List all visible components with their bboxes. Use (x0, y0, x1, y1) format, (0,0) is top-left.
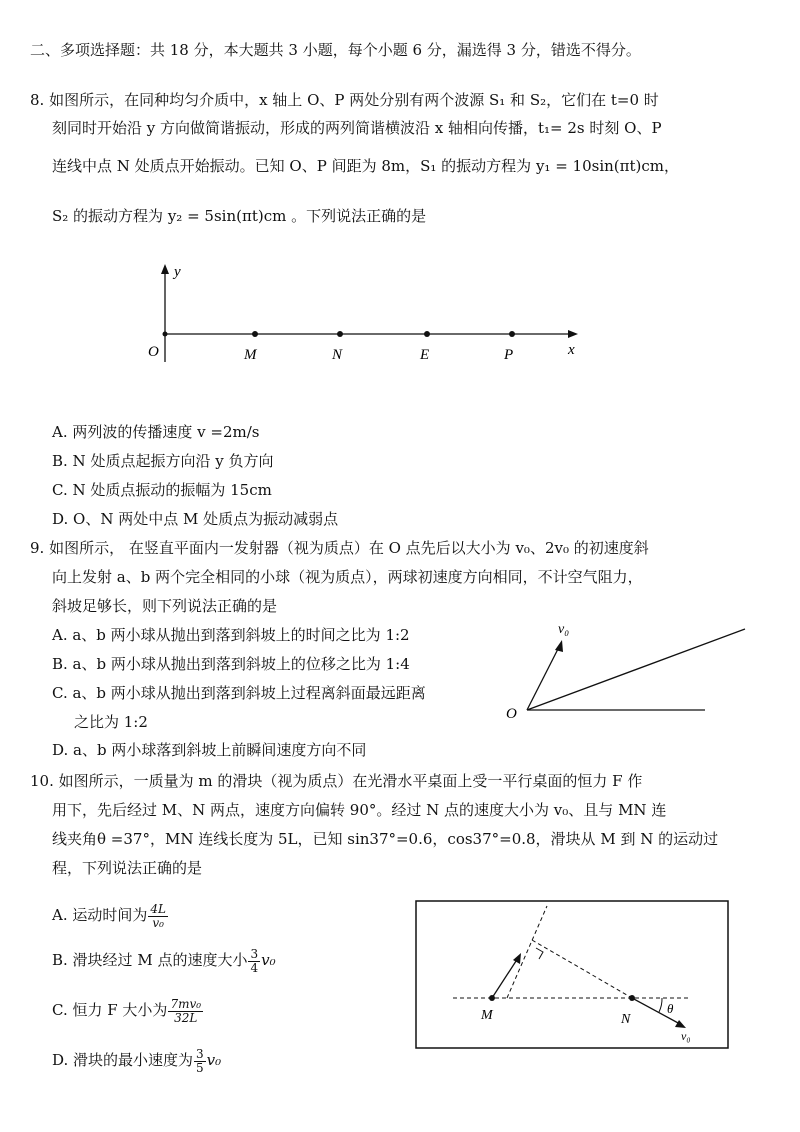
point-m-dot (489, 995, 495, 1001)
n-velocity-label: v₀ (681, 1029, 691, 1043)
q10-option-c-text: C. 恒力 F 大小为 (52, 1001, 168, 1019)
q8-line-3: 连线中点 N 处质点开始振动。已知 O、P 间距为 8m，S₁ 的振动方程为 y₁ = 10sin(πt)cm， (52, 157, 679, 175)
fraction (194, 1048, 206, 1075)
velocity-arrow-icon (555, 640, 563, 652)
q8-line-1: 8. 如图所示，在同种均匀介质中，x 轴上 O、P 两处分别有两个波源 S₁ 和 S₂，它们在 t=0 时 (30, 91, 659, 109)
point-n-label: N (332, 347, 343, 363)
q8-option-d: D. O、N 两处中点 M 处质点为振动减弱点 (52, 510, 339, 528)
fraction-denominator: 32L (174, 1010, 198, 1025)
fraction (168, 998, 203, 1025)
fraction-denominator: v₀ (152, 915, 164, 930)
q10-option-b-text: B. 滑块经过 M 点的速度大小 (52, 951, 248, 969)
m-velocity-extension (507, 906, 547, 998)
q10-option-a (52, 898, 169, 932)
point-n-label: N (621, 1012, 631, 1027)
q8-axis-figure (140, 262, 590, 372)
point-p-dot (509, 331, 515, 337)
q10-line-4: 程，下列说法正确的是 (52, 859, 203, 877)
fraction-numerator: 3 (250, 946, 259, 961)
section-header: 二、多项选择题：共 18 分，本大题共 3 小题，每个小题 6 分，漏选得 3 分，错选不得分。 (30, 41, 641, 59)
q10-option-c (52, 993, 204, 1027)
q10-option-b (52, 943, 276, 977)
x-axis-label: x (568, 342, 575, 358)
q10-line-2: 用下，先后经过 M、N 两点，速度方向偏转 90°。经过 N 点的速度大小为 v₀、且与 MN 连 (52, 801, 667, 819)
y-axis-arrow-icon (161, 264, 169, 274)
q8-option-c: C. N 处质点振动的振幅为 15cm (52, 481, 272, 499)
point-p-label: P (504, 347, 514, 363)
velocity-label: v₀ (558, 622, 570, 637)
q9-option-d: D. a、b 两小球落到斜坡上前瞬间速度方向不同 (52, 741, 367, 759)
q10-option-a-text: A. 运动时间为 (52, 906, 148, 924)
slope-line (527, 629, 745, 710)
q9-line-1: 9. 如图所示， 在竖直平面内一发射器（视为质点）在 O 点先后以大小为 v₀、2v₀ 的初速度斜 (30, 539, 649, 557)
point-o-dot (163, 332, 168, 337)
launch-point-label: O (506, 706, 517, 722)
n-velocity-extension (532, 940, 632, 998)
fraction-numerator: 3 (196, 1046, 204, 1061)
q8-line-2: 刻同时开始沿 y 方向做简谐振动，形成的两列简谐横波沿 x 轴相向传播，t₁= 2s 时刻 O、P (52, 119, 662, 137)
q9-line-3: 斜坡足够长，则下列说法正确的是 (52, 597, 278, 615)
origin-label: O (148, 344, 159, 360)
q9-line-2: 向上发射 a、b 两个完全相同的小球（视为质点），两球初速度方向相同，不计空气阻力， (52, 568, 643, 586)
n-velocity-arrow-icon (675, 1020, 686, 1028)
q8-option-b: B. N 处质点起振方向沿 y 负方向 (52, 452, 274, 470)
q10-option-b-unit: v₀ (261, 951, 276, 969)
m-velocity-vector (492, 958, 518, 998)
q10-option-d-text: D. 滑块的最小速度为 (52, 1051, 194, 1069)
theta-label: θ (667, 1001, 674, 1016)
fraction (148, 903, 168, 930)
point-e-dot (424, 331, 430, 337)
q9-slope-figure (500, 615, 750, 725)
m-velocity-arrow-icon (513, 953, 521, 964)
q10-option-d-unit: v₀ (206, 1051, 222, 1069)
q9-option-c-line-2: 之比为 1:2 (74, 713, 148, 731)
q10-table-figure (415, 900, 730, 1050)
q9-option-a: A. a、b 两小球从抛出到落到斜坡上的时间之比为 1:2 (52, 626, 410, 644)
fraction-denominator: 4 (250, 960, 259, 975)
q8-line-4: S₂ 的振动方程为 y₂ = 5sin(πt)cm 。下列说法正确的是 (52, 207, 427, 225)
x-axis-arrow-icon (568, 330, 578, 338)
fraction (248, 948, 260, 975)
q9-option-c-line-1: C. a、b 两小球从抛出到落到斜坡上过程离斜面最远距离 (52, 684, 426, 702)
fraction-numerator: 4L (150, 901, 166, 916)
q10-option-d (52, 1043, 221, 1077)
q8-option-a: A. 两列波的传播速度 v =2m/s (52, 423, 260, 441)
theta-arc (659, 998, 662, 1012)
point-n-dot (629, 995, 635, 1001)
point-m-dot (252, 331, 258, 337)
fraction-denominator: 5 (196, 1060, 204, 1075)
y-axis-label: y (174, 264, 181, 280)
point-n-dot (337, 331, 343, 337)
q9-option-b: B. a、b 两小球从抛出到落到斜坡上的位移之比为 1:4 (52, 655, 410, 673)
fraction-numerator: 7mv₀ (170, 996, 202, 1011)
point-m-label: M (481, 1008, 493, 1023)
point-m-label: M (244, 347, 257, 363)
right-angle-icon (536, 948, 543, 959)
q10-line-3: 线夹角θ =37°，MN 连线长度为 5L，已知 sin37°=0.6，cos37°=0.8，滑块从 M 到 N 的运动过 (52, 830, 719, 848)
q10-line-1: 10. 如图所示，一质量为 m 的滑块（视为质点）在光滑水平桌面上受一平行桌面的恒力 F 作 (30, 772, 643, 790)
point-e-label: E (420, 347, 430, 363)
